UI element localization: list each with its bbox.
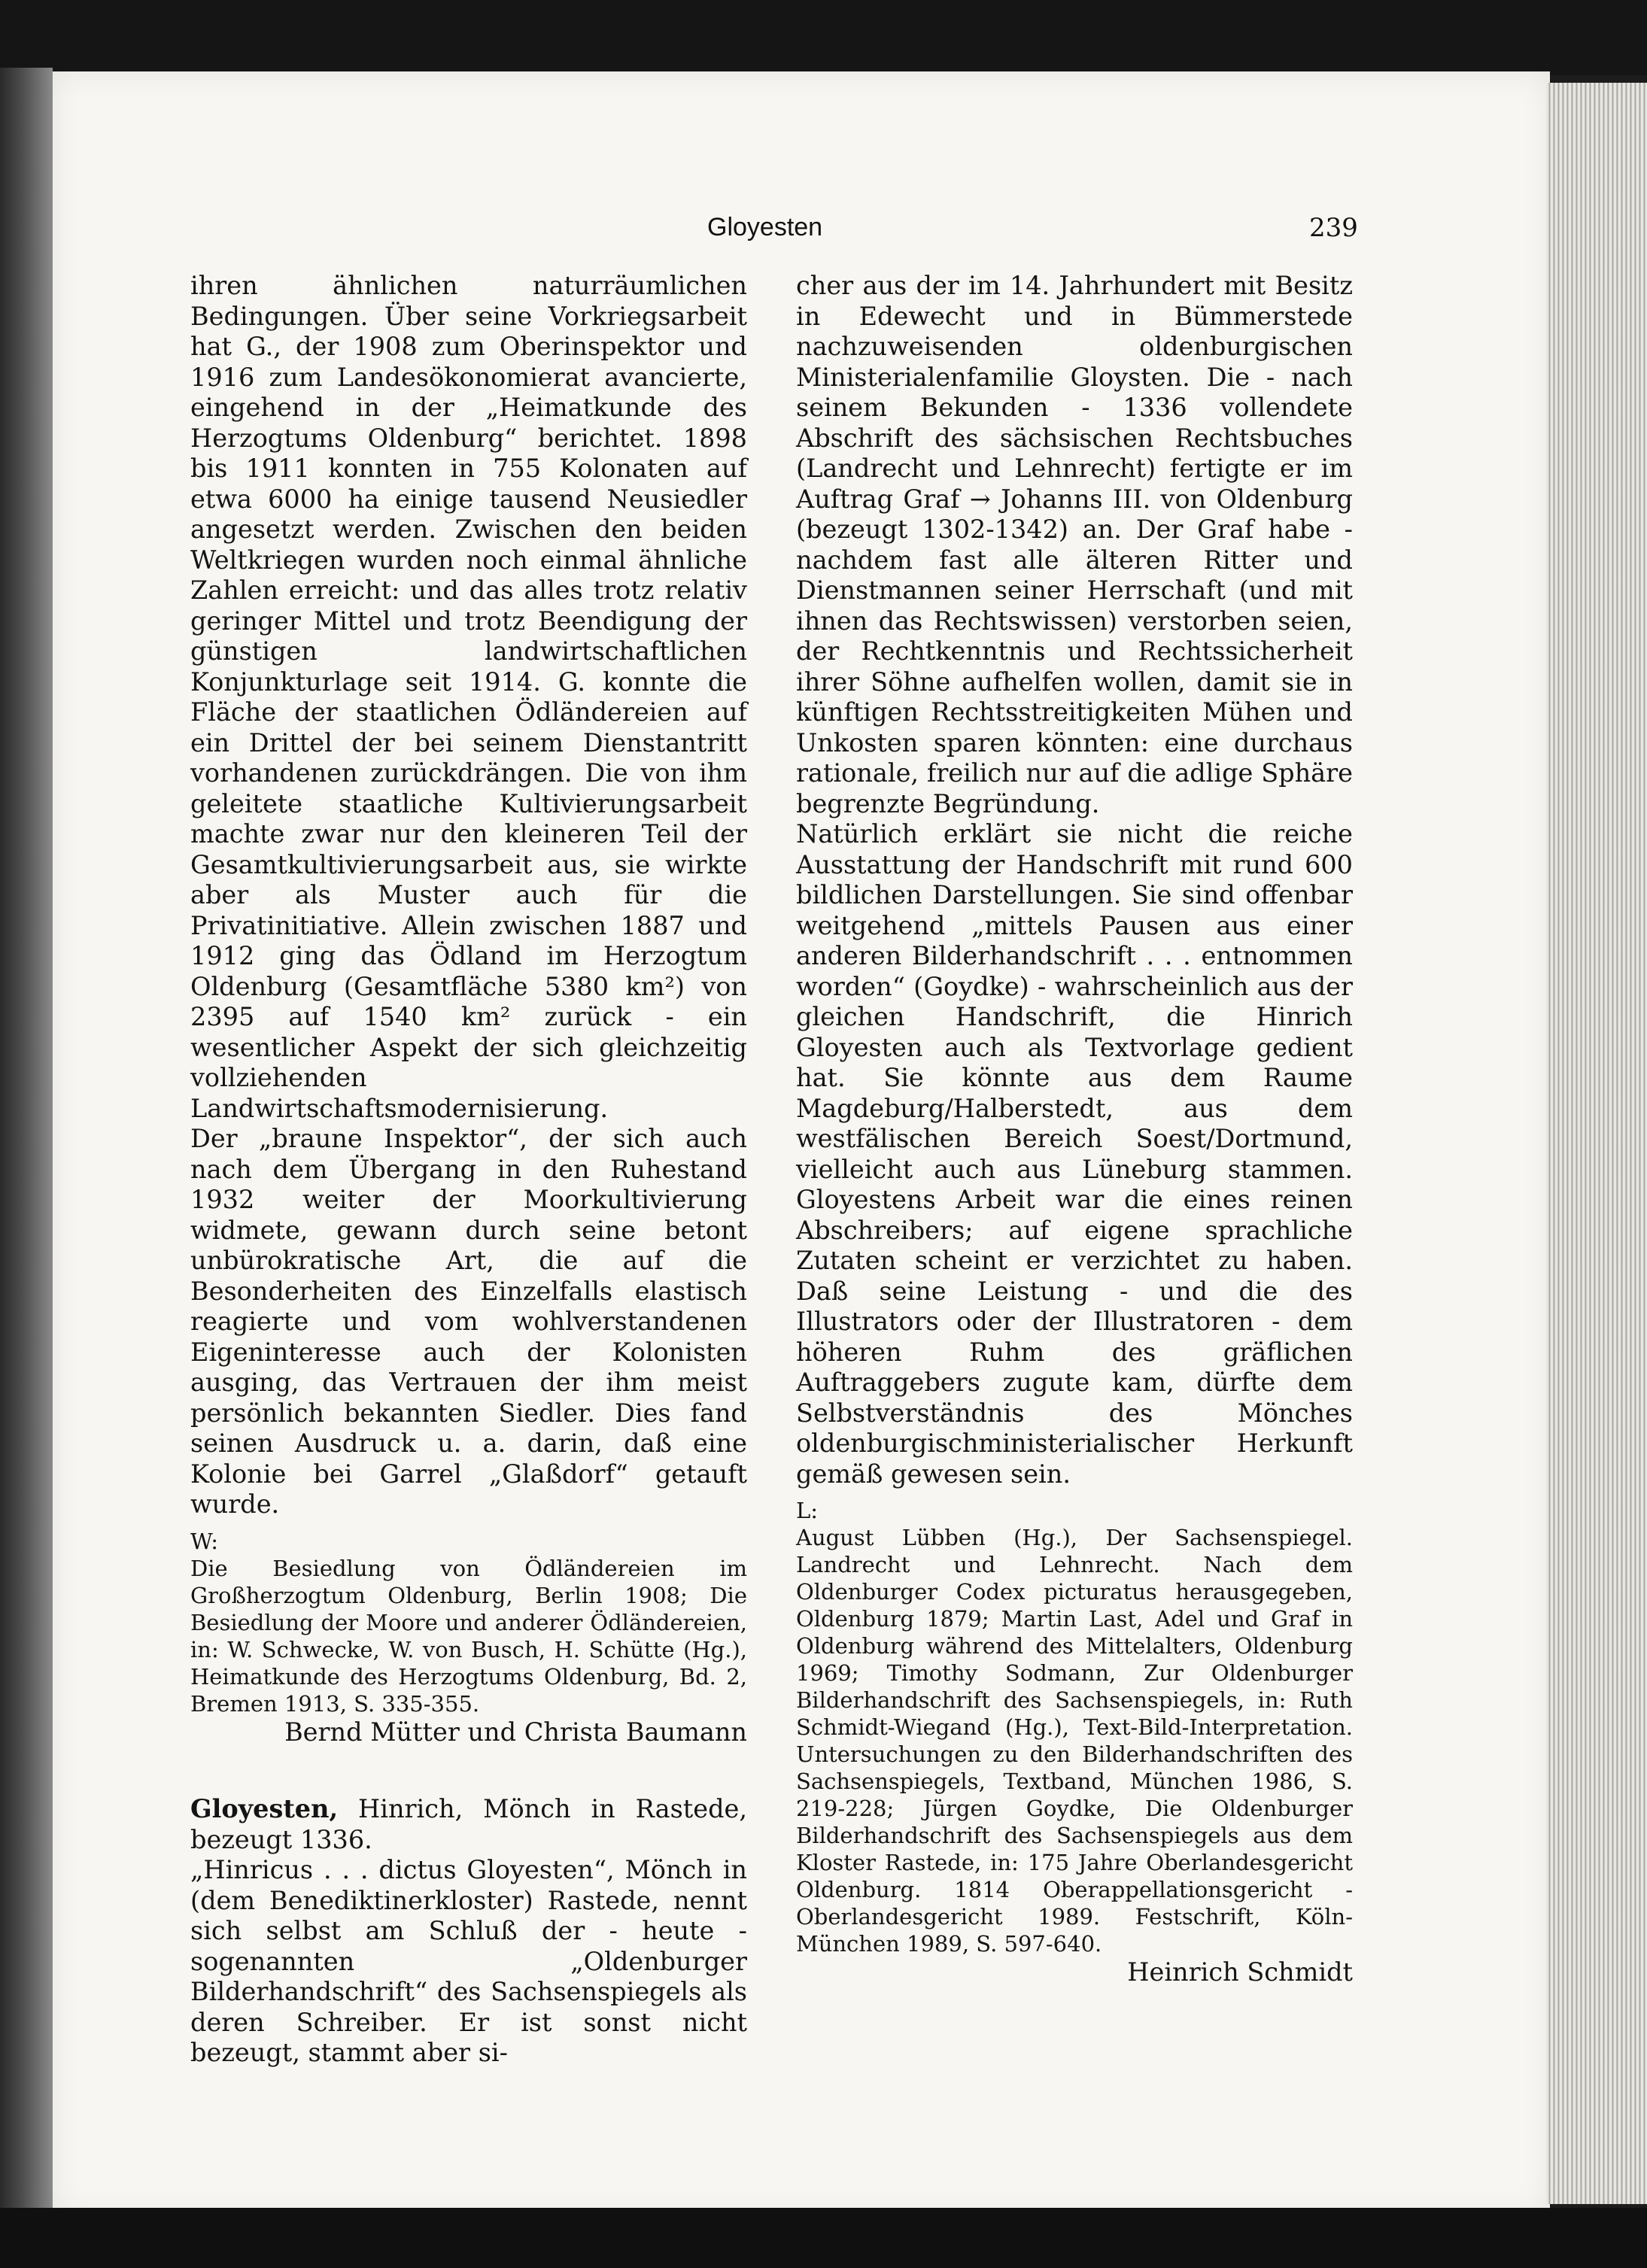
book-spine-edge xyxy=(0,68,53,2212)
entry-paragraph: „Hinricus . . . dictus Gloyesten“, Mönch in (dem Benediktinerkloster) Rastede, nennt sich selbst am Schluß der - heute - sogenannten „Oldenburger Bilderhandschrift“ des Sachsenspiegels als deren Schreiber. Er ist sonst nicht bezeugt, stammt aber si- xyxy=(190,1855,747,2067)
works-list: Die Besiedlung von Ödländereien im Großherzogtum Oldenburg, Berlin 1908; Die Besiedlung der Moore und anderer Ödländereien, in: W. Schwecke, W. von Busch, H. Schütte (Hg.), Heimatkunde des Herzogtums Oldenburg, Bd. 2, Bremen 1913, S. 335-355. xyxy=(190,1555,747,1717)
article-authors: Bernd Mütter und Christa Baumann xyxy=(284,1717,747,1747)
scan-background-top xyxy=(0,0,1647,75)
entry-author: Heinrich Schmidt xyxy=(1127,1957,1353,1987)
literature-label: L: xyxy=(796,1498,819,1523)
page-number: 239 xyxy=(1309,213,1358,243)
running-head: Gloyesten xyxy=(707,213,823,241)
entry-name: Gloyesten, xyxy=(190,1794,339,1823)
entry-spacer xyxy=(190,1747,747,1794)
book-page-edges xyxy=(1546,83,1647,2204)
literature-list: August Lübben (Hg.), Der Sachsenspiegel. Landrecht und Lehnrecht. Nach dem Oldenburger Codex picturatus herausgegeben, Oldenburg 1879; Martin Last, Adel und Graf in Oldenburg während des Mittelalters, Oldenburg 1969; Timothy Sodmann, Zur Oldenburger Bilderhandschrift des Sachsenspiegels, in: Ruth Schmidt-Wiegand (Hg.), Text-Bild-Interpretation. Untersuchungen zu den Bilderhandschriften des Sachsenspiegels, Textband, München 1986, S. 219-228; Jürgen Goydke, Die Oldenburger Bilderhandschrift des Sachsenspiegels aus dem Kloster Rastede, in: 175 Jahre Oberlandesgericht Oldenburg. 1814 Oberappellationsgericht - Oberlandesgericht 1989. Festschrift, Köln-München 1989, S. 597-640. xyxy=(796,1525,1353,1957)
right-column xyxy=(796,271,1353,1988)
entry-paragraph: cher aus der im 14. Jahrhundert mit Besitz in Edewecht und in Bümmerstede nachzuweisenden oldenburgischen Ministerialenfamilie Gloysten. Die - nach seinem Bekunden - 1336 vollendete Abschrift des sächsischen Rechtsbuches (Landrecht und Lehnrecht) fertigte er im Auftrag Graf → Johanns III. von Oldenburg (bezeugt 1302-1342) an. Der Graf habe - nachdem fast alle älteren Ritter und Dienstmannen seiner Herrschaft (und mit ihnen das Rechtswissen) verstorben seien, der Rechtkenntnis und Rechtssicherheit ihrer Söhne aufhelfen wollen, damit sie in künftigen Rechtsstreitigkeiten Mühen und Unkosten sparen könnten: eine durchaus rationale, freilich nur auf die adlige Sphäre begrenzte Begründung. xyxy=(796,271,1353,818)
article-paragraph: Der „braune Inspektor“, der sich auch nach dem Übergang in den Ruhestand 1932 weiter der Moorkultivierung widmete, gewann durch seine betont unbürokratische Art, die auf die Besonderheiten des Einzelfalls elastisch reagierte und vom wohlverstandenen Eigeninteresse auch der Kolonisten ausging, das Vertrauen der ihm meist persönlich bekannten Siedler. Dies fand seinen Ausdruck u. a. darin, daß eine Kolonie bei Garrel „Glaßdorf“ getauft wurde. xyxy=(190,1124,747,1519)
entry-heading-rest: Hinrich, Mönch in Rastede, bezeugt 1336. xyxy=(190,1794,747,1854)
entry-paragraph: Natürlich erklärt sie nicht die reiche Ausstattung der Handschrift mit rund 600 bildlichen Darstellungen. Sie sind offenbar weitgehend „mittels Pausen aus einer anderen Bilderhandschrift . . . entnommen worden“ (Goydke) - wahrscheinlich aus der gleichen Handschrift, die Hinrich Gloyesten auch als Textvorlage gedient hat. Sie könnte aus dem Raume Magdeburg/Halberstedt, aus dem westfälischen Bereich Soest/Dortmund, vielleicht auch aus Lüneburg stammen. Gloyestens Arbeit war die eines reinen Abschreibers; auf eigene sprachliche Zutaten scheint er verzichtet zu haben. Daß seine Leistung - und die des Illustrators oder der Illustratoren - dem höheren Ruhm des gräflichen Auftraggebers zugute kam, dürfte dem Selbstverständnis des Mönches oldenburgischministerialischer Herkunft gemäß gewesen sein. xyxy=(796,819,1353,1489)
left-column xyxy=(190,271,747,2069)
scan-background-bottom xyxy=(0,2208,1647,2268)
entry-heading xyxy=(190,1794,747,1855)
works-label: W: xyxy=(190,1528,219,1554)
article-paragraph: ihren ähnlichen naturräumlichen Bedingungen. Über seine Vorkriegsarbeit hat G., der 1908 zum Oberinspektor und 1916 zum Landesökonomierat avancierte, eingehend in der „Heimatkunde des Herzogtums Oldenburg“ berichtet. 1898 bis 1911 konnten in 755 Kolonaten auf etwa 6000 ha einige tausend Neusiedler angesetzt werden. Zwischen den beiden Weltkriegen wurden noch einmal ähnliche Zahlen erreicht: und das alles trotz relativ geringer Mittel und trotz Beendigung der günstigen landwirtschaftlichen Konjunkturlage seit 1914. G. konnte die Fläche der staatlichen Ödländereien auf ein Drittel der bei seinem Dienstantritt vorhandenen zurückdrängen. Die von ihm geleitete staatliche Kultivierungsarbeit machte zwar nur den kleineren Teil der Gesamtkultivierungsarbeit aus, sie wirkte aber als Muster auch für die Privatinitiative. Allein zwischen 1887 und 1912 ging das Ödland im Herzogtum Oldenburg (Gesamtfläche 5380 km²) von 2395 auf 1540 km² zurück - ein wesentlicher Aspekt der sich gleichzeitig vollziehenden Landwirtschaftsmodernisierung. xyxy=(190,271,747,1123)
